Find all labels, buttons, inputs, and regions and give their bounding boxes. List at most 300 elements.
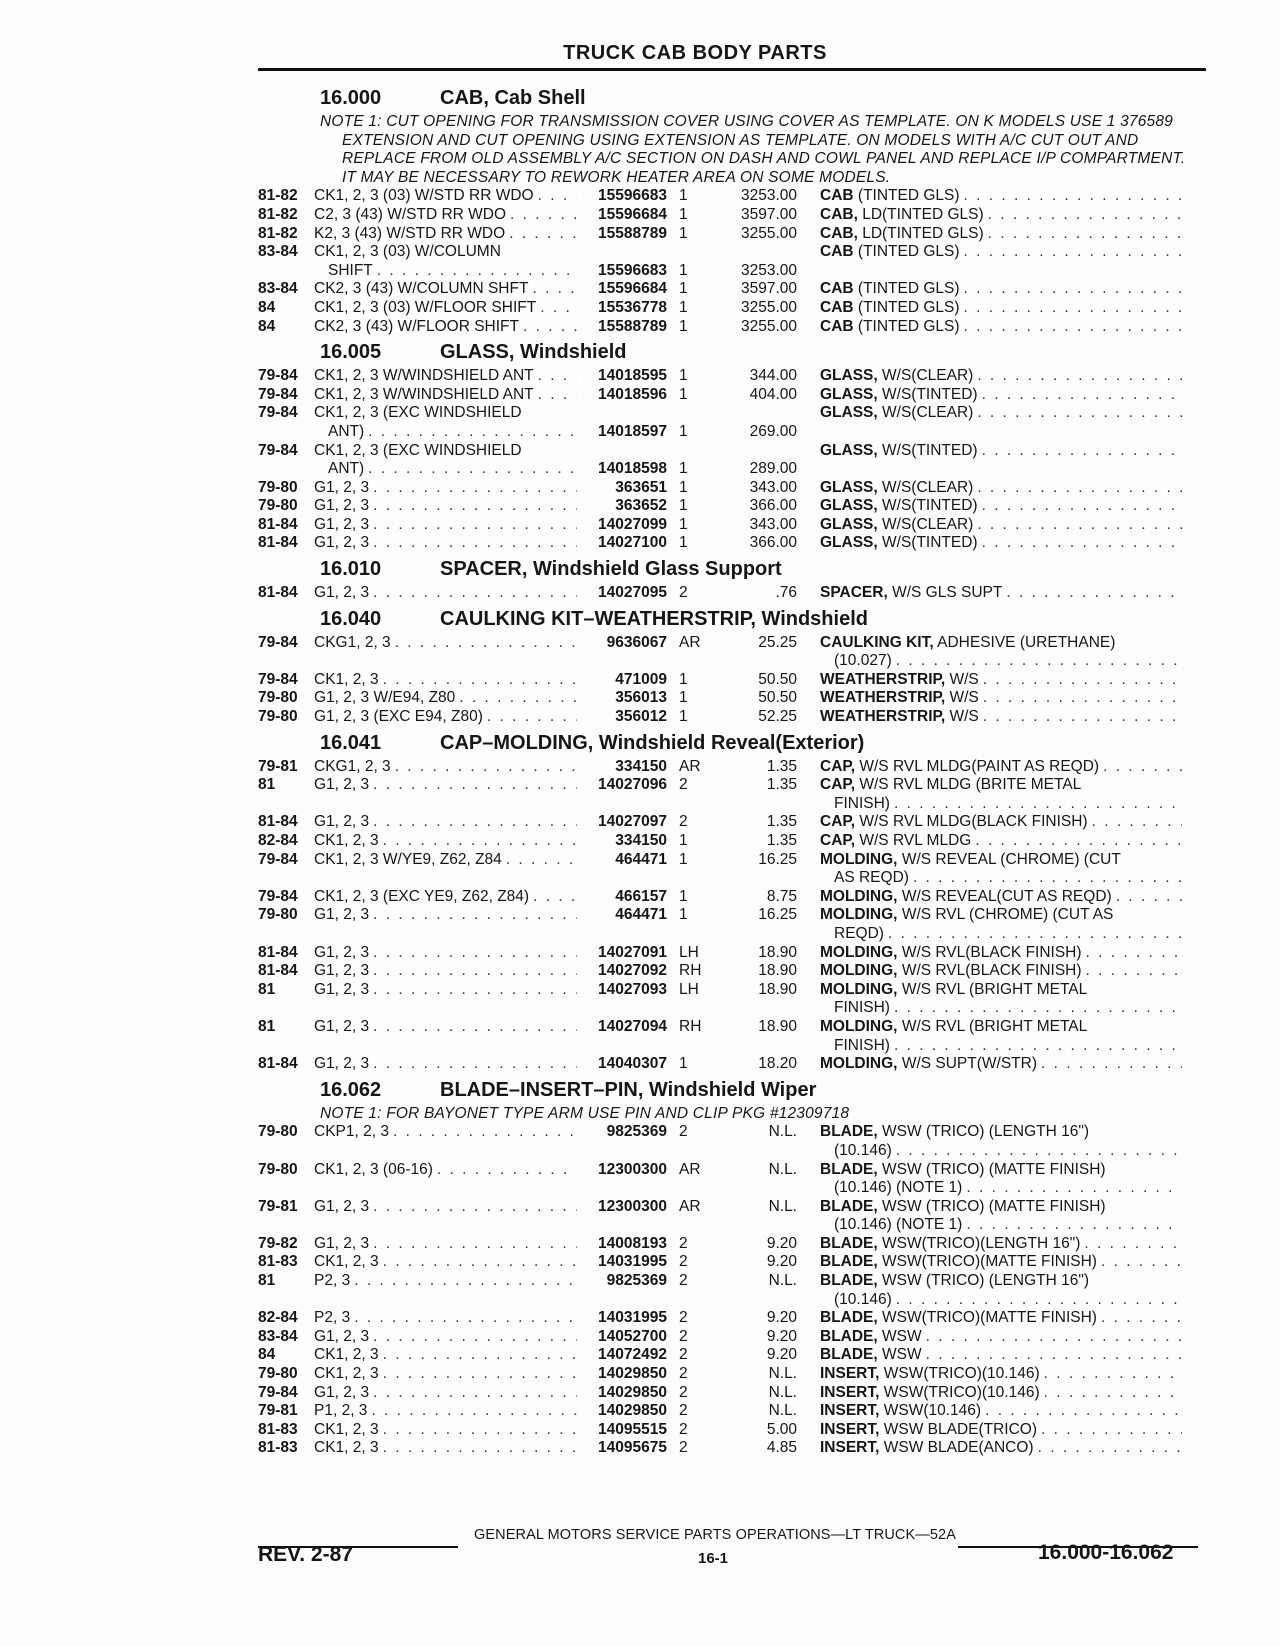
part-description xyxy=(797,776,1182,795)
part-description xyxy=(797,497,1182,516)
part-row xyxy=(258,758,1206,777)
description-text xyxy=(820,888,1112,907)
part-description xyxy=(797,1309,1182,1328)
model-years: 81 xyxy=(258,1017,276,1035)
model-years xyxy=(258,1179,314,1198)
quantity: 1 xyxy=(679,1055,688,1073)
leader-dots xyxy=(369,584,577,603)
part-name: WEATHERSTRIP, xyxy=(820,670,946,688)
model-text: CK1, 2, 3 W/WINDSHIELD ANT xyxy=(314,385,534,403)
part-detail: W/S RVL MLDG(BLACK FINISH) xyxy=(859,813,1088,831)
part-description xyxy=(797,206,1182,225)
leader-dots xyxy=(369,906,577,925)
model-years: 83-84 xyxy=(258,243,298,261)
price xyxy=(717,1216,797,1235)
quantity: 1 xyxy=(679,367,688,385)
description-text: FINISH) xyxy=(834,1036,890,1054)
part-number: 334150 xyxy=(615,757,667,775)
part-row xyxy=(258,404,1206,423)
part-number: 14072492 xyxy=(598,1346,667,1364)
model-applicability xyxy=(314,1018,577,1037)
part-name: MOLDING, xyxy=(820,887,898,905)
model-years: 79-84 xyxy=(258,670,298,688)
quantity: 1 xyxy=(679,906,688,924)
part-name: CAB xyxy=(820,317,854,335)
part-row-continuation xyxy=(258,869,1206,888)
model-applicability xyxy=(314,776,577,795)
model-text: G1, 2, 3 xyxy=(314,1383,370,1401)
leader-dots xyxy=(369,813,577,832)
price: 18.90 xyxy=(758,943,797,961)
model-applicability xyxy=(314,497,577,516)
quantity xyxy=(667,999,717,1018)
model-years: 79-82 xyxy=(258,1234,298,1252)
description-text xyxy=(820,981,1087,1000)
part-description xyxy=(797,758,1182,777)
part-name: GLASS, xyxy=(820,515,878,533)
price: N.L. xyxy=(768,1365,797,1383)
model-applicability xyxy=(314,1328,577,1347)
model-applicability xyxy=(314,671,577,690)
quantity: 1 xyxy=(679,850,688,868)
leader-dots xyxy=(534,367,577,386)
model-applicability xyxy=(314,318,577,337)
part-name: BLADE, xyxy=(820,1309,878,1327)
part-description xyxy=(797,386,1182,405)
part-row xyxy=(258,442,1206,461)
part-detail: W/S(TINTED) xyxy=(882,441,978,459)
model-text: CKP1, 2, 3 xyxy=(314,1123,389,1141)
quantity: 1 xyxy=(679,708,688,726)
description-text xyxy=(820,584,1002,603)
part-name: GLASS, xyxy=(820,404,878,422)
leader-dots xyxy=(1080,1235,1182,1254)
leader-dots xyxy=(884,925,1182,944)
section-number: 16.062 xyxy=(320,1078,382,1101)
model-text: CK1, 2, 3 xyxy=(314,1420,379,1438)
part-number: 14027096 xyxy=(598,776,667,794)
part-name: CAB xyxy=(820,187,854,205)
model-applicability xyxy=(314,1384,577,1403)
model-applicability xyxy=(314,516,577,535)
part-number: 14018597 xyxy=(598,422,667,440)
description-text xyxy=(820,1055,1037,1074)
leader-dots xyxy=(391,634,577,653)
description-text xyxy=(820,1365,1040,1384)
section-title: BLADE–INSERT–PIN, Windshield Wiper xyxy=(440,1078,817,1101)
part-detail: W/S(TINTED) xyxy=(882,497,978,515)
part-name: MOLDING, xyxy=(820,906,898,924)
price: 269.00 xyxy=(749,422,797,440)
leader-dots xyxy=(379,832,577,851)
leader-dots xyxy=(978,442,1182,461)
description-text xyxy=(820,497,978,516)
model-applicability xyxy=(314,906,577,925)
part-number xyxy=(577,1179,667,1198)
part-row xyxy=(258,813,1206,832)
model-applicability xyxy=(314,1291,577,1310)
model-text: G1, 2, 3 xyxy=(314,1327,370,1345)
part-name: CAB xyxy=(820,243,854,261)
model-years: 84 xyxy=(258,1346,276,1364)
part-description xyxy=(797,962,1182,981)
leader-dots xyxy=(960,318,1182,337)
part-description xyxy=(797,1272,1182,1291)
part-row xyxy=(258,708,1206,727)
part-description xyxy=(797,1161,1182,1180)
part-description xyxy=(797,813,1182,832)
part-detail: WSW xyxy=(882,1327,922,1345)
part-name: MOLDING, xyxy=(820,1055,898,1073)
model-text: G1, 2, 3 xyxy=(314,943,370,961)
part-description xyxy=(797,1235,1182,1254)
leader-dots xyxy=(369,516,577,535)
leader-dots xyxy=(1082,962,1182,981)
parts-catalog xyxy=(258,82,1206,1458)
model-text: G1, 2, 3 xyxy=(314,1197,370,1215)
leader-dots xyxy=(364,423,577,442)
leader-dots xyxy=(1112,888,1182,907)
price: 9.20 xyxy=(766,1346,797,1364)
model-applicability xyxy=(314,869,577,888)
part-detail: WSW(TRICO)(LENGTH 16") xyxy=(882,1234,1081,1252)
price: 366.00 xyxy=(749,497,797,515)
description-text xyxy=(820,367,973,386)
part-row-continuation xyxy=(258,652,1206,671)
description-text: (10.146) xyxy=(834,1290,892,1308)
model-applicability xyxy=(314,442,577,461)
part-detail: (TINTED GLS) xyxy=(857,280,960,298)
leader-dots xyxy=(979,708,1182,727)
price xyxy=(717,925,797,944)
model-text: G1, 2, 3 xyxy=(314,1234,370,1252)
leader-dots xyxy=(1037,1421,1182,1440)
quantity: 1 xyxy=(679,534,688,552)
section-16-005 xyxy=(258,339,1206,553)
quantity: 2 xyxy=(679,1327,688,1345)
description-text xyxy=(820,962,1082,981)
leader-dots xyxy=(1097,1253,1182,1272)
part-description xyxy=(797,1291,1182,1310)
price: 18.90 xyxy=(758,1017,797,1035)
leader-dots xyxy=(909,869,1182,888)
leader-dots xyxy=(979,671,1182,690)
part-row xyxy=(258,318,1206,337)
part-detail: W/S(CLEAR) xyxy=(882,478,974,496)
quantity: AR xyxy=(679,757,701,775)
part-number xyxy=(577,795,667,814)
part-row-continuation xyxy=(258,262,1206,281)
model-years: 79-84 xyxy=(258,887,298,905)
model-text: C2, 3 (43) W/STD RR WDO xyxy=(314,205,507,223)
part-number: 466157 xyxy=(615,887,667,905)
model-years: 81-84 xyxy=(258,534,298,552)
part-number xyxy=(577,1291,667,1310)
quantity: 1 xyxy=(679,317,688,335)
quantity: LH xyxy=(679,943,699,961)
model-years: 79-80 xyxy=(258,497,298,515)
part-description xyxy=(797,318,1182,337)
part-name: MOLDING, xyxy=(820,980,898,998)
model-applicability xyxy=(314,1235,577,1254)
part-detail: W/S RVL(BLACK FINISH) xyxy=(901,962,1082,980)
model-text: CKG1, 2, 3 xyxy=(314,633,391,651)
quantity: 2 xyxy=(679,776,688,794)
quantity xyxy=(667,243,717,262)
part-row-continuation xyxy=(258,795,1206,814)
leader-dots xyxy=(369,1235,577,1254)
section-title: GLASS, Windshield xyxy=(440,341,627,364)
leader-dots xyxy=(364,460,577,479)
part-number xyxy=(577,442,667,461)
model-years xyxy=(258,262,314,281)
model-text: G1, 2, 3 xyxy=(314,1017,370,1035)
model-text: CK1, 2, 3 (EXC YE9, Z62, Z84) xyxy=(314,887,530,905)
part-description xyxy=(797,243,1182,262)
part-row xyxy=(258,776,1206,795)
part-description xyxy=(797,671,1182,690)
section-number: 16.005 xyxy=(320,341,382,364)
part-name: CAP, xyxy=(820,832,856,849)
model-years: 82-84 xyxy=(258,1309,298,1327)
description-text xyxy=(820,1439,1034,1458)
part-row xyxy=(258,1384,1206,1403)
model-applicability xyxy=(314,708,577,727)
leader-dots xyxy=(1099,758,1182,777)
description-text xyxy=(820,906,1113,925)
part-name: CAP, xyxy=(820,813,856,831)
quantity: 1 xyxy=(679,261,688,279)
quantity: 1 xyxy=(679,497,688,515)
model-applicability xyxy=(314,1365,577,1384)
price: 3255.00 xyxy=(740,224,797,242)
model-applicability xyxy=(314,689,577,708)
model-applicability xyxy=(314,795,577,814)
leader-dots xyxy=(369,479,577,498)
leader-dots xyxy=(890,795,1182,814)
part-number: 14029850 xyxy=(598,1402,667,1420)
part-description xyxy=(797,516,1182,535)
part-detail: W/S SUPT(W/STR) xyxy=(901,1055,1037,1073)
quantity: 1 xyxy=(679,422,688,440)
description-text xyxy=(820,813,1088,832)
part-name: CAB, xyxy=(820,224,858,242)
part-description xyxy=(797,187,1182,206)
quantity xyxy=(667,1179,717,1198)
part-name: GLASS, xyxy=(820,385,878,403)
quantity: 1 xyxy=(679,460,688,478)
model-applicability xyxy=(314,1179,577,1198)
price xyxy=(717,243,797,262)
description-text xyxy=(820,689,979,708)
price: 3253.00 xyxy=(740,261,797,279)
description-text: FINISH) xyxy=(834,794,890,812)
leader-dots xyxy=(890,999,1182,1018)
leader-dots xyxy=(1082,944,1182,963)
model-applicability xyxy=(314,460,577,479)
price: 50.50 xyxy=(758,670,797,688)
model-applicability xyxy=(314,280,577,299)
part-detail: W/S RVL (BRIGHT METAL xyxy=(901,1017,1088,1035)
price: 5.00 xyxy=(766,1420,797,1438)
part-name: BLADE, xyxy=(820,1327,878,1345)
quantity: 2 xyxy=(679,813,688,831)
part-number: 14027093 xyxy=(598,980,667,998)
quantity: 1 xyxy=(679,385,688,403)
price: 3597.00 xyxy=(740,280,797,298)
leader-dots xyxy=(506,206,577,225)
part-description xyxy=(797,1198,1182,1217)
model-text: G1, 2, 3 xyxy=(314,534,370,552)
model-years: 84 xyxy=(258,298,276,316)
part-description xyxy=(797,851,1182,870)
part-number: 14027091 xyxy=(598,943,667,961)
section-title: CAULKING KIT–WEATHERSTRIP, Windshield xyxy=(440,607,868,630)
model-applicability xyxy=(314,1402,577,1421)
leader-dots xyxy=(979,689,1182,708)
part-row xyxy=(258,1272,1206,1291)
model-years: 79-84 xyxy=(258,385,298,403)
model-applicability xyxy=(314,404,577,423)
part-number: 15588789 xyxy=(598,317,667,335)
price: 1.35 xyxy=(766,813,797,831)
leader-dots xyxy=(369,944,577,963)
part-number: 14029850 xyxy=(598,1365,667,1383)
footer-publisher: GENERAL MOTORS SERVICE PARTS OPERATIONS—LT TRUCK—52A xyxy=(455,1527,975,1543)
part-detail: W/S RVL MLDG xyxy=(859,832,972,849)
leader-dots xyxy=(978,386,1182,405)
model-years: 81-84 xyxy=(258,962,298,980)
model-years: 79-81 xyxy=(258,1197,298,1215)
part-row xyxy=(258,1439,1206,1458)
model-text: CK1, 2, 3 xyxy=(314,1253,379,1271)
page-title: TRUCK CAB BODY PARTS xyxy=(563,42,827,64)
model-applicability xyxy=(314,999,577,1018)
part-name: GLASS, xyxy=(820,441,878,459)
price: 1.35 xyxy=(766,776,797,794)
part-row xyxy=(258,1402,1206,1421)
model-text: P2, 3 xyxy=(314,1272,351,1290)
quantity xyxy=(667,925,717,944)
part-detail: LD(TINTED GLS) xyxy=(862,205,984,223)
quantity xyxy=(667,1142,717,1161)
leader-dots xyxy=(892,1142,1182,1161)
part-number: 9825369 xyxy=(606,1272,667,1290)
part-row-continuation xyxy=(258,925,1206,944)
part-description xyxy=(797,1037,1182,1056)
leader-dots xyxy=(962,1216,1182,1235)
price xyxy=(717,869,797,888)
description-text xyxy=(820,1402,981,1421)
price: N.L. xyxy=(768,1272,797,1290)
leader-dots xyxy=(369,1018,577,1037)
part-row xyxy=(258,1055,1206,1074)
section-range: 16.000-16.062 xyxy=(1038,1541,1174,1564)
leader-dots xyxy=(379,1253,577,1272)
quantity: 1 xyxy=(679,515,688,533)
price: 9.20 xyxy=(766,1327,797,1345)
model-applicability xyxy=(314,299,577,318)
model-years: 81-84 xyxy=(258,943,298,961)
quantity xyxy=(667,442,717,461)
part-name: MOLDING, xyxy=(820,850,898,868)
description-text xyxy=(820,243,960,262)
model-years: 79-84 xyxy=(258,367,298,385)
part-detail: W/S RVL MLDG (BRITE METAL xyxy=(859,776,1082,794)
model-applicability xyxy=(314,206,577,225)
model-text: G1, 2, 3 xyxy=(314,584,370,602)
price xyxy=(717,999,797,1018)
model-applicability xyxy=(314,652,577,671)
part-row-continuation xyxy=(258,423,1206,442)
model-applicability xyxy=(314,962,577,981)
part-row xyxy=(258,1123,1206,1142)
part-number xyxy=(577,1037,667,1056)
model-years xyxy=(258,925,314,944)
part-description xyxy=(797,534,1182,553)
part-name: SPACER, xyxy=(820,584,888,602)
model-text: CK2, 3 (43) W/FLOOR SHIFT xyxy=(314,317,519,335)
price: 8.75 xyxy=(766,887,797,905)
model-text: CK1, 2, 3 (03) W/COLUMN xyxy=(314,243,501,261)
part-description xyxy=(797,404,1182,423)
part-description xyxy=(797,634,1182,653)
model-years: 79-80 xyxy=(258,478,298,496)
model-years: 81-84 xyxy=(258,584,298,602)
part-row xyxy=(258,1253,1206,1272)
part-description xyxy=(797,981,1182,1000)
part-number: 14027099 xyxy=(598,515,667,533)
price: N.L. xyxy=(768,1160,797,1178)
description-text: (10.146) (NOTE 1) xyxy=(834,1179,963,1197)
part-number xyxy=(577,869,667,888)
leader-dots xyxy=(455,689,577,708)
leader-dots xyxy=(505,225,577,244)
part-row xyxy=(258,906,1206,925)
part-row xyxy=(258,1346,1206,1365)
quantity: 2 xyxy=(679,1365,688,1383)
description-text xyxy=(820,1346,922,1365)
part-name: CAP, xyxy=(820,776,856,794)
quantity xyxy=(667,1216,717,1235)
model-years xyxy=(258,460,314,479)
model-years xyxy=(258,652,314,671)
model-years: 81-82 xyxy=(258,224,298,242)
section-heading xyxy=(258,606,1206,634)
quantity xyxy=(667,1037,717,1056)
part-description xyxy=(797,299,1182,318)
leader-dots xyxy=(960,243,1182,262)
leader-dots xyxy=(973,404,1182,423)
part-description xyxy=(797,1402,1182,1421)
description-text xyxy=(820,442,978,461)
part-row xyxy=(258,367,1206,386)
description-text xyxy=(820,299,960,318)
part-name: INSERT, xyxy=(820,1383,880,1401)
leader-dots xyxy=(1034,1439,1182,1458)
part-number: 12300300 xyxy=(598,1160,667,1178)
quantity: 2 xyxy=(679,1346,688,1364)
part-row xyxy=(258,1018,1206,1037)
model-years: 81 xyxy=(258,1272,276,1290)
part-number: 14029850 xyxy=(598,1383,667,1401)
description-text: AS REQD) xyxy=(834,869,909,887)
part-description xyxy=(797,423,1182,442)
part-row xyxy=(258,888,1206,907)
leader-dots xyxy=(978,497,1182,516)
leader-dots xyxy=(502,851,577,870)
section-title: CAB, Cab Shell xyxy=(440,87,586,109)
